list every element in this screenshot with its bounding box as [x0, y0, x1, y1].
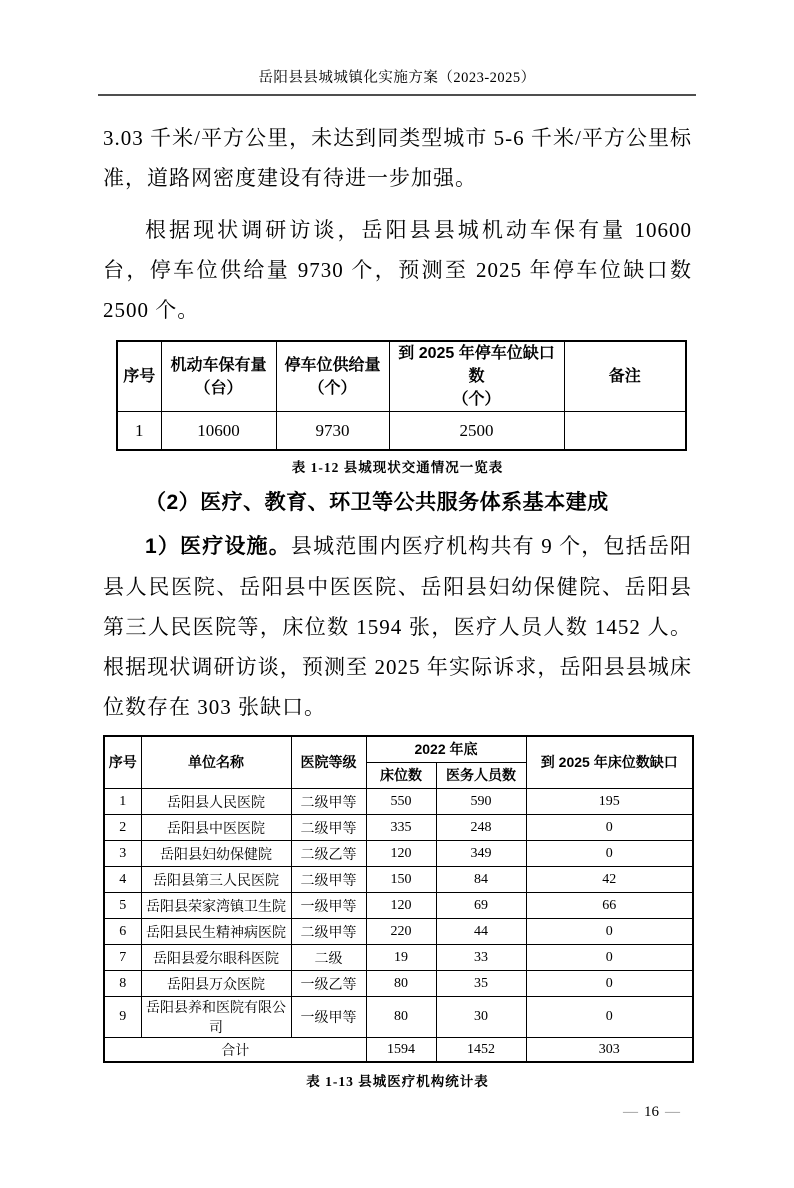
medical-table-cell: 8 — [104, 971, 141, 997]
medical-header-level: 医院等级 — [291, 736, 366, 789]
page-number-value: 16 — [644, 1104, 659, 1120]
medical-header-staff: 医务人员数 — [436, 763, 526, 789]
section-heading-public-services: （2）医疗、教育、环卫等公共服务体系基本建成 — [145, 491, 609, 514]
medical-table-cell: 二级 — [291, 945, 366, 971]
traffic-cell-parking-supply: 9730 — [276, 412, 389, 451]
medical-table-cell: 0 — [526, 971, 693, 997]
traffic-table-row — [117, 412, 686, 451]
paragraph-medical-facilities — [103, 526, 692, 727]
document-content — [103, 118, 692, 1121]
medical-table-cell: 150 — [366, 867, 436, 893]
medical-table-cell: 44 — [436, 919, 526, 945]
medical-table-cell: 42 — [526, 867, 693, 893]
medical-table-cell: 二级甲等 — [291, 867, 366, 893]
medical-table-cell: 120 — [366, 893, 436, 919]
medical-table-cell: 69 — [436, 893, 526, 919]
traffic-header-remark: 备注 — [564, 341, 686, 412]
medical-table-cell: 0 — [526, 841, 693, 867]
medical-table-cell: 9 — [104, 997, 141, 1038]
medical-total-gap: 303 — [526, 1038, 693, 1063]
traffic-header-parking-gap: 到 2025 年停车位缺口数 （个） — [389, 341, 564, 412]
page-number — [103, 1104, 692, 1121]
medical-table-cell: 岳阳县爱尔眼科医院 — [141, 945, 291, 971]
medical-table-cell: 19 — [366, 945, 436, 971]
medical-table-row — [104, 815, 693, 841]
document-header — [98, 66, 696, 96]
medical-table-cell: 岳阳县中医医院 — [141, 815, 291, 841]
traffic-header-index: 序号 — [117, 341, 161, 412]
page-number-dash-left: — — [623, 1104, 638, 1120]
medical-table-header-row-1 — [104, 736, 693, 763]
traffic-cell-index: 1 — [117, 412, 161, 451]
paragraph-medical-text: 县城范围内医疗机构共有 9 个，包括岳阳县人民医院、岳阳县中医医院、岳阳县妇幼保健院、岳阳县第三人民医院等，床位数 1594 张，医疗人员人数 1452 人。根据现状调研访谈，预测至 2025 年实际诉求，岳阳县县城床位数存在 303 张缺口。 — [103, 534, 692, 719]
medical-table-cell: 220 — [366, 919, 436, 945]
document-page — [0, 66, 794, 1188]
medical-table-cell: 岳阳县荣家湾镇卫生院 — [141, 893, 291, 919]
medical-table-cell: 一级乙等 — [291, 971, 366, 997]
document-header-title: 岳阳县县城城镇化实施方案（2023-2025） — [258, 70, 536, 86]
medical-table-cell: 30 — [436, 997, 526, 1038]
traffic-cell-remark — [564, 412, 686, 451]
medical-table-cell: 2 — [104, 815, 141, 841]
medical-table-cell: 0 — [526, 815, 693, 841]
medical-table-cell: 66 — [526, 893, 693, 919]
medical-table-caption: 表 1-13 县城医疗机构统计表 — [306, 1074, 489, 1089]
medical-table-row — [104, 919, 693, 945]
medical-table-row — [104, 997, 693, 1038]
medical-table-cell: 335 — [366, 815, 436, 841]
traffic-table-caption: 表 1-12 县城现状交通情况一览表 — [291, 460, 504, 475]
medical-table-cell: 195 — [526, 789, 693, 815]
paragraph-lead-medical: 1）医疗设施。 — [145, 535, 291, 558]
medical-table-cell: 0 — [526, 997, 693, 1038]
medical-table-row — [104, 945, 693, 971]
paragraph-traffic-survey: 根据现状调研访谈，岳阳县县城机动车保有量 10600 台，停车位供给量 9730 个，预测至 2025 年停车位缺口数 2500 个。 — [103, 218, 692, 322]
medical-table-cell: 1 — [104, 789, 141, 815]
traffic-header-vehicles: 机动车保有量 （台） — [161, 341, 276, 412]
medical-table-cell: 二级乙等 — [291, 841, 366, 867]
medical-table-cell: 6 — [104, 919, 141, 945]
medical-table-row — [104, 893, 693, 919]
medical-table-cell: 84 — [436, 867, 526, 893]
medical-table-cell: 二级甲等 — [291, 815, 366, 841]
medical-table-row — [104, 841, 693, 867]
medical-table-row — [104, 789, 693, 815]
medical-table-cell: 7 — [104, 945, 141, 971]
medical-table-cell: 120 — [366, 841, 436, 867]
medical-table-cell: 80 — [366, 971, 436, 997]
traffic-cell-vehicles: 10600 — [161, 412, 276, 451]
traffic-header-parking-supply: 停车位供给量 （个） — [276, 341, 389, 412]
medical-header-index: 序号 — [104, 736, 141, 789]
medical-table-cell: 550 — [366, 789, 436, 815]
medical-total-label: 合计 — [104, 1038, 366, 1063]
medical-table-cell: 80 — [366, 997, 436, 1038]
medical-table-cell: 岳阳县第三人民医院 — [141, 867, 291, 893]
traffic-cell-parking-gap: 2500 — [389, 412, 564, 451]
medical-table-cell: 0 — [526, 945, 693, 971]
medical-total-staff: 1452 — [436, 1038, 526, 1063]
medical-table-cell: 一级甲等 — [291, 893, 366, 919]
medical-total-beds: 1594 — [366, 1038, 436, 1063]
medical-table-cell: 4 — [104, 867, 141, 893]
medical-table-cell: 590 — [436, 789, 526, 815]
traffic-table — [116, 340, 687, 451]
medical-table-cell: 岳阳县妇幼保健院 — [141, 841, 291, 867]
medical-table-cell: 岳阳县民生精神病医院 — [141, 919, 291, 945]
medical-table-cell: 岳阳县人民医院 — [141, 789, 291, 815]
medical-table-cell: 二级甲等 — [291, 789, 366, 815]
medical-table-cell: 35 — [436, 971, 526, 997]
medical-table-row — [104, 971, 693, 997]
medical-table-cell: 248 — [436, 815, 526, 841]
paragraph-road-density: 3.03 千米/平方公里，未达到同类型城市 5-6 千米/平方公里标准，道路网密度建设有待进一步加强。 — [103, 126, 692, 190]
medical-table-cell: 349 — [436, 841, 526, 867]
medical-table-cell: 33 — [436, 945, 526, 971]
medical-table-cell: 二级甲等 — [291, 919, 366, 945]
medical-table-cell: 5 — [104, 893, 141, 919]
medical-header-unit-name: 单位名称 — [141, 736, 291, 789]
medical-header-year-group: 2022 年底 — [366, 736, 526, 763]
medical-table-cell: 0 — [526, 919, 693, 945]
medical-table-cell: 岳阳县养和医院有限公司 — [141, 997, 291, 1038]
medical-table — [103, 735, 694, 1063]
medical-table-total-row — [104, 1038, 693, 1063]
medical-table-cell: 岳阳县万众医院 — [141, 971, 291, 997]
traffic-table-header-row — [117, 341, 686, 412]
medical-header-beds: 床位数 — [366, 763, 436, 789]
medical-table-row — [104, 867, 693, 893]
medical-header-gap-2025: 到 2025 年床位数缺口 — [526, 736, 693, 789]
medical-table-cell: 3 — [104, 841, 141, 867]
page-number-dash-right: — — [665, 1104, 680, 1120]
medical-table-cell: 一级甲等 — [291, 997, 366, 1038]
